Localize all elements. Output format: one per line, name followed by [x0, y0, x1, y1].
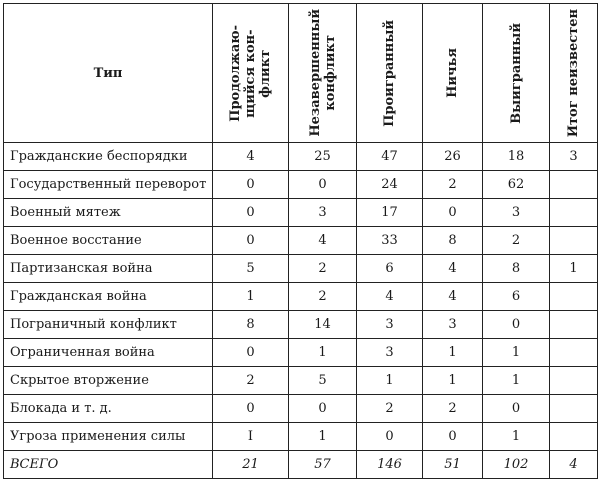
row-won-cell: 18 [483, 143, 550, 171]
row-won-cell: 1 [483, 367, 550, 395]
row-unknown-cell: 1 [550, 255, 598, 283]
row-lost-cell: 2 [357, 395, 423, 423]
row-draw-cell: 1 [423, 339, 483, 367]
row-lost-cell: 17 [357, 199, 423, 227]
row-lost-cell: 24 [357, 171, 423, 199]
row-unknown-cell [550, 311, 598, 339]
row-unknown-cell [550, 339, 598, 367]
row-lost-cell: 6 [357, 255, 423, 283]
row-type-cell: Пограничный конфликт [4, 311, 213, 339]
row-type-cell: Гражданская война [4, 283, 213, 311]
table-body [4, 143, 598, 451]
table-row [4, 339, 598, 367]
total-won: 102 [483, 451, 550, 479]
row-unfinished-cell: 1 [289, 339, 357, 367]
row-ongoing-cell: 0 [213, 395, 289, 423]
row-won-cell: 8 [483, 255, 550, 283]
row-won-cell: 0 [483, 395, 550, 423]
row-ongoing-cell: I [213, 423, 289, 451]
total-lost: 146 [357, 451, 423, 479]
row-type-cell: Блокада и т. д. [4, 395, 213, 423]
total-draw: 51 [423, 451, 483, 479]
header-won-label: Выигранный [508, 22, 524, 124]
row-won-cell: 62 [483, 171, 550, 199]
row-lost-cell: 3 [357, 339, 423, 367]
table-row [4, 395, 598, 423]
row-unknown-cell [550, 395, 598, 423]
row-ongoing-cell: 1 [213, 283, 289, 311]
header-row [4, 4, 598, 143]
table-footer [4, 451, 598, 479]
table-row [4, 171, 598, 199]
table-row [4, 283, 598, 311]
header-unknown [550, 4, 598, 143]
table-row [4, 255, 598, 283]
row-draw-cell: 4 [423, 283, 483, 311]
row-unknown-cell [550, 227, 598, 255]
row-ongoing-cell: 0 [213, 199, 289, 227]
row-lost-cell: 3 [357, 311, 423, 339]
row-lost-cell: 1 [357, 367, 423, 395]
row-lost-cell: 47 [357, 143, 423, 171]
row-won-cell: 1 [483, 423, 550, 451]
row-ongoing-cell: 2 [213, 367, 289, 395]
header-ongoing-label: Продолжаю- щийся кон- фликт [228, 24, 273, 122]
row-unfinished-cell: 2 [289, 283, 357, 311]
row-lost-cell: 4 [357, 283, 423, 311]
row-unfinished-cell: 14 [289, 311, 357, 339]
total-ongoing: 21 [213, 451, 289, 479]
header-draw [423, 4, 483, 143]
header-unfinished-label: Незавершенный конфликт [307, 9, 338, 137]
row-unknown-cell [550, 283, 598, 311]
row-draw-cell: 4 [423, 255, 483, 283]
row-unfinished-cell: 3 [289, 199, 357, 227]
row-draw-cell: 3 [423, 311, 483, 339]
table-row [4, 423, 598, 451]
row-ongoing-cell: 0 [213, 227, 289, 255]
row-unfinished-cell: 2 [289, 255, 357, 283]
header-unknown-label: Итог неизвестен [566, 8, 581, 138]
row-won-cell: 3 [483, 199, 550, 227]
table-row [4, 311, 598, 339]
conflict-outcomes-table [3, 3, 598, 479]
header-lost [357, 4, 423, 143]
row-unfinished-cell: 0 [289, 395, 357, 423]
row-unknown-cell: 3 [550, 143, 598, 171]
total-row [4, 451, 598, 479]
row-type-cell: Партизанская война [4, 255, 213, 283]
header-draw-label: Ничья [445, 48, 460, 98]
total-label: ВСЕГО [4, 451, 213, 479]
row-unfinished-cell: 0 [289, 171, 357, 199]
row-type-cell: Угроза применения силы [4, 423, 213, 451]
row-unknown-cell [550, 423, 598, 451]
row-ongoing-cell: 0 [213, 339, 289, 367]
row-unknown-cell [550, 199, 598, 227]
header-type: Тип [4, 4, 213, 143]
header-ongoing [213, 4, 289, 143]
row-ongoing-cell: 8 [213, 311, 289, 339]
header-unfinished [289, 4, 357, 143]
row-type-cell: Гражданские беспорядки [4, 143, 213, 171]
row-type-cell: Государственный переворот [4, 171, 213, 199]
row-draw-cell: 1 [423, 367, 483, 395]
row-ongoing-cell: 5 [213, 255, 289, 283]
table-row [4, 227, 598, 255]
row-won-cell: 6 [483, 283, 550, 311]
row-unfinished-cell: 4 [289, 227, 357, 255]
row-type-cell: Военное восстание [4, 227, 213, 255]
row-lost-cell: 33 [357, 227, 423, 255]
row-ongoing-cell: 4 [213, 143, 289, 171]
row-draw-cell: 26 [423, 143, 483, 171]
row-unknown-cell [550, 367, 598, 395]
row-lost-cell: 0 [357, 423, 423, 451]
row-type-cell: Военный мятеж [4, 199, 213, 227]
row-unfinished-cell: 25 [289, 143, 357, 171]
row-type-cell: Ограниченная война [4, 339, 213, 367]
row-unfinished-cell: 1 [289, 423, 357, 451]
row-draw-cell: 2 [423, 171, 483, 199]
header-lost-label: Проигранный [382, 19, 397, 127]
row-draw-cell: 0 [423, 199, 483, 227]
row-unfinished-cell: 5 [289, 367, 357, 395]
row-won-cell: 2 [483, 227, 550, 255]
row-won-cell: 0 [483, 311, 550, 339]
header-won [483, 4, 550, 143]
row-ongoing-cell: 0 [213, 171, 289, 199]
table-row [4, 143, 598, 171]
table-row [4, 199, 598, 227]
row-type-cell: Скрытое вторжение [4, 367, 213, 395]
row-unknown-cell [550, 171, 598, 199]
total-unfinished: 57 [289, 451, 357, 479]
row-draw-cell: 8 [423, 227, 483, 255]
table-row [4, 367, 598, 395]
row-draw-cell: 0 [423, 423, 483, 451]
row-draw-cell: 2 [423, 395, 483, 423]
total-unknown: 4 [550, 451, 598, 479]
row-won-cell: 1 [483, 339, 550, 367]
table-header [4, 4, 598, 143]
